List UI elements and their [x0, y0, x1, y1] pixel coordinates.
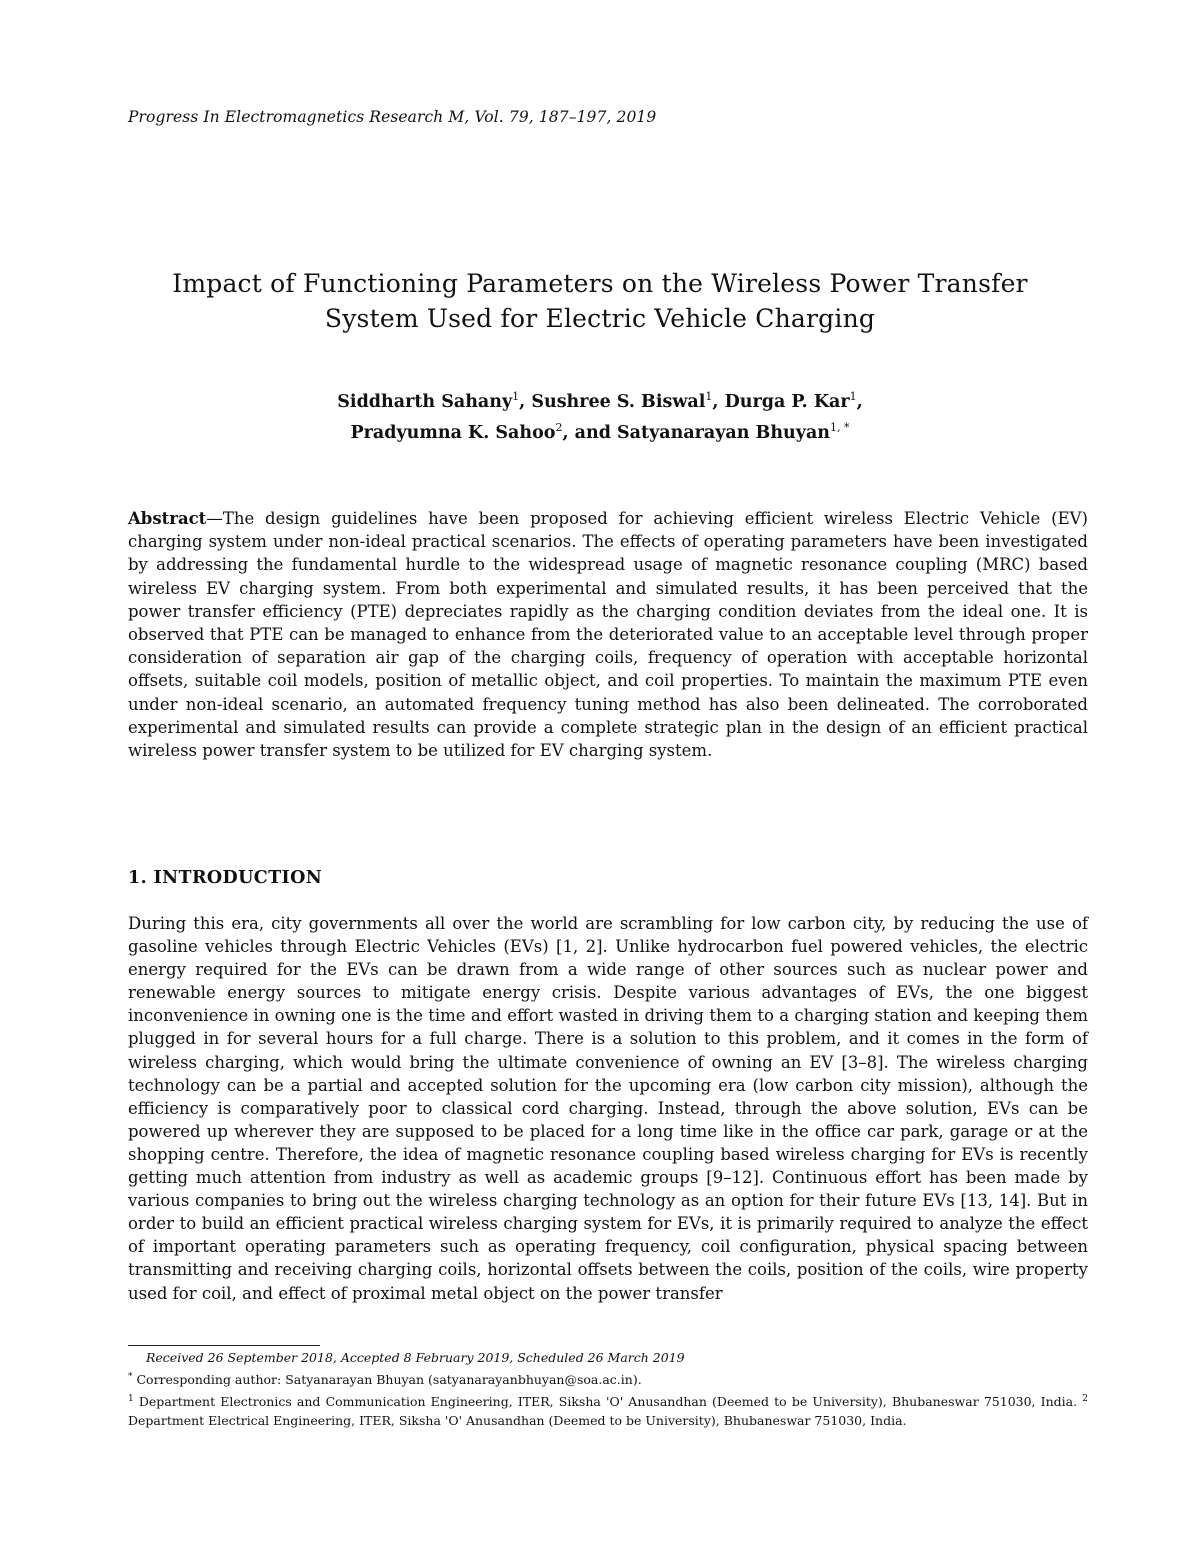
- affiliation-mark: 1: [512, 390, 520, 403]
- footnote-mark: 1: [128, 1393, 134, 1404]
- introduction-paragraph: During this era, city governments all over the world are scrambling for low carbon city, by reducing the use of gasoline vehicles through Electric Vehicles (EVs) [1, 2]. Unlike hydrocarbon fuel powered vehicles, the electric energy required for the EVs can be drawn from a wide range of other sources such as nuclear power and renewable energy sources to mitigate energy crisis. Despite various advantages of EVs, the one biggest inconvenience in owning one is the time and effort wasted in driving them to a charging station and keeping them plugged in for several hours for a full charge. There is a solution to this problem, and it comes in the form of wireless charging, which would bring the ultimate convenience of owning an EV [3–8]. The wireless charging technology can be a partial and accepted solution for the upcoming era (low carbon city mission), although the efficiency is comparatively poor to classical cord charging. Instead, through the above solution, EVs can be powered up wherever they are supposed to be placed for a long time like in the office car park, garage or at the shopping centre. Therefore, the idea of magnetic resonance coupling based wireless charging for EVs is recently getting much attention from industry as well as academic groups [9–12]. Continuous effort has been made by various companies to bring out the wireless charging technology as an option for their future EVs [13, 14]. But in order to build an efficient practical wireless charging system for EVs, it is primarily required to analyze the effect of important operating parameters such as operating frequency, coil configuration, physical spacing between transmitting and receiving charging coils, horizontal offsets between the coils, position of the coils, wire property used for coil, and effect of proximal metal object on the power transfer: [128, 914, 1088, 1303]
- abstract-dash: —: [206, 509, 223, 528]
- section-heading-introduction: 1. INTRODUCTION: [128, 868, 323, 888]
- affiliation-mark: 2: [555, 420, 563, 434]
- footnote-rule: [128, 1345, 320, 1346]
- title-line-1: Impact of Functioning Parameters on the Wireless Power Transfer: [172, 269, 1028, 298]
- footnote-text: Department Electronics and Communication Engineering, ITER, Siksha 'O' Anusandhan (Deemed to be University), Bhubaneswar 751030, India.: [133, 1393, 1078, 1409]
- footnote-corresponding-author: [128, 1368, 1088, 1390]
- author-name: , Sushree S. Biswal: [519, 391, 706, 412]
- footnotes: [128, 1349, 1088, 1431]
- author-line-2: [140, 415, 1060, 446]
- abstract: [128, 507, 1088, 762]
- author-name: , Durga P. Kar: [712, 391, 850, 412]
- author-separator: ,: [856, 391, 863, 412]
- paper-title: [90, 266, 1110, 336]
- footnote-mark: 2: [1082, 1393, 1088, 1404]
- footnote-text: Corresponding author: Satyanarayan Bhuyan (satyanarayanbhuyan@soa.ac.in).: [132, 1371, 642, 1387]
- affiliation-mark: 1: [705, 390, 713, 403]
- running-head: Progress In Electromagnetics Research M, Vol. 79, 187–197, 2019: [128, 108, 657, 126]
- author-name: Siddharth Sahany: [337, 391, 513, 412]
- author-line-1: [140, 384, 1060, 415]
- abstract-text: The design guidelines have been proposed for achieving efficient wireless Electric Vehicle (EV) charging system under non-ideal practical scenarios. The effects of operating parameters have been investigated by addressing the fundamental hurdle to the widespread usage of magnetic resonance coupling (MRC) based wireless EV charging system. From both experimental and simulated results, it has been perceived that the power transfer efficiency (PTE) depreciates rapidly as the charging condition deviates from the ideal one. It is observed that PTE can be managed to enhance from the deteriorated value to an acceptable level through proper consideration of separation air gap of the charging coils, frequency of operation with acceptable horizontal offsets, suitable coil models, position of metallic object, and coil properties. To maintain the maximum PTE even under non-ideal scenario, an automated frequency tuning method has also been delineated. The corroborated experimental and simulated results can provide a complete strategic plan in the design of an efficient practical wireless power transfer system to be utilized for EV charging system.: [128, 509, 1088, 761]
- affiliation-mark: 1, *: [830, 420, 850, 434]
- author-name: Pradyumna K. Sahoo: [350, 422, 556, 443]
- footnote-mark: *: [128, 1371, 133, 1382]
- footnote-text: Department Electrical Engineering, ITER, Siksha 'O' Anusandhan (Deemed to be University), Bhubaneswar 751030, India.: [128, 1412, 907, 1428]
- title-line-2: System Used for Electric Vehicle Charging: [324, 304, 876, 333]
- author-list: [140, 384, 1060, 446]
- footnote-affiliations: [128, 1390, 1088, 1431]
- footnote-received-dates: Received 26 September 2018, Accepted 8 February 2019, Scheduled 26 March 2019: [146, 1350, 685, 1365]
- abstract-label: Abstract: [128, 509, 207, 528]
- author-name: , and Satyanarayan Bhuyan: [562, 422, 831, 443]
- affiliation-mark: 1: [849, 390, 857, 403]
